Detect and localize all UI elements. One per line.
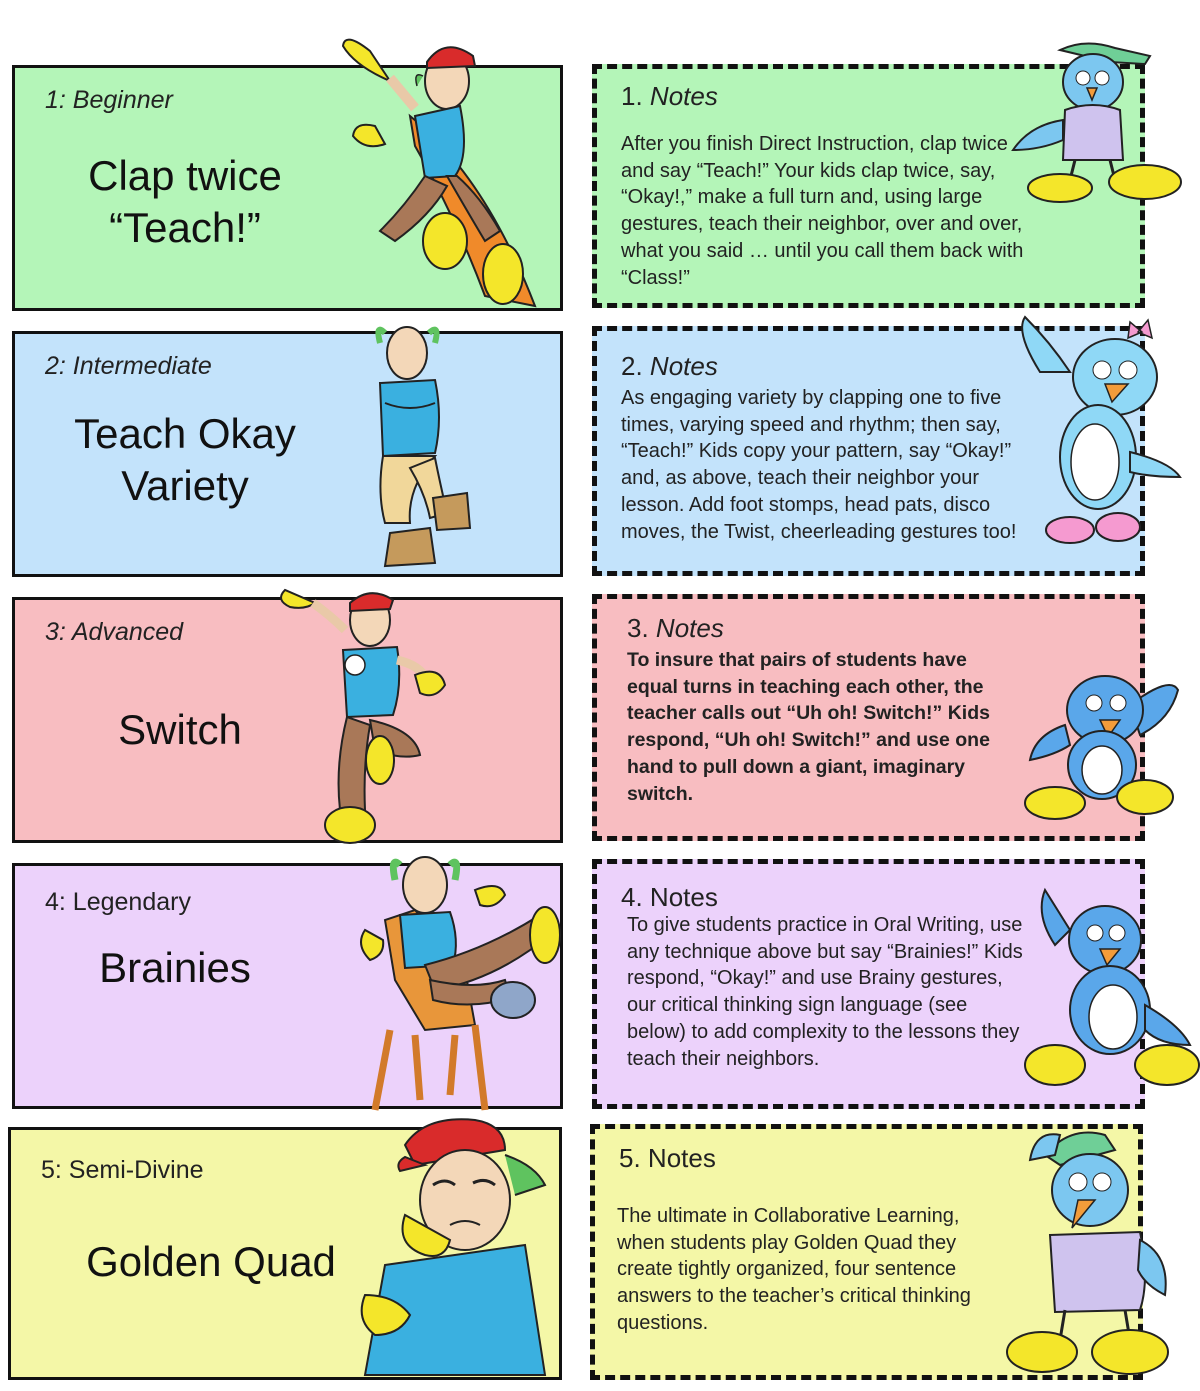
bird-pointing-icon — [1025, 885, 1200, 1095]
bird-thinking-icon — [1000, 1120, 1175, 1378]
notes-body: The ultimate in Collaborative Learning, when students play Golden Quad they create tightly organized, four sentence answers to the teacher’s critical thinking questions. — [617, 1205, 971, 1334]
notes-title: 1. Notes — [621, 81, 718, 111]
notes-title: 4. Notes — [621, 882, 718, 912]
level-label: 1: Beginner — [45, 86, 173, 114]
level-card-intermediate — [12, 331, 563, 577]
professor-arms-crossed-icon — [355, 318, 475, 573]
professor-dancing-icon — [275, 585, 460, 850]
technique-name: Clap twice “Teach!” — [88, 152, 282, 251]
technique-name: Golden Quad — [86, 1238, 336, 1285]
professor-pointing-icon — [335, 26, 545, 311]
notes-body: After you finish Direct Instruction, clap twice and say “Teach!” Your kids clap twice, say, “Okay!,” make a full turn and, using large gestures, teach their neighbor, over and over, what you said … until you call them back with “Class!” — [621, 133, 1024, 289]
technique-name: Switch — [118, 706, 242, 753]
notes-title: 3. Notes — [627, 613, 724, 643]
notes-body: To give students practice in Oral Writing, use any technique above but say “Brainies!” Kids respond, “Okay!” and use Brainy gestures, our critical thinking sign language (see below) to add complexity to the lessons they teach their neighbors. — [627, 914, 1023, 1070]
professor-thinking-icon — [355, 1095, 555, 1380]
technique-name: Teach Okay Variety — [74, 410, 296, 509]
level-label: 2: Intermediate — [45, 352, 212, 380]
level-label: 4: Legendary — [45, 888, 191, 916]
bird-with-cap-icon — [1005, 40, 1185, 205]
professor-in-chair-icon — [355, 850, 565, 1115]
level-label: 5: Semi-Divine — [41, 1156, 204, 1184]
notes-body: As engaging variety by clapping one to five times, varying speed and rhythm; then say, “Teach!” Kids copy your pattern, say “Okay!” and, as above, teach their neighbor your lesson. Add foot stomps, head pats, disco moves, the Twist, cheerleading gestures too! — [621, 387, 1017, 543]
level-label: 3: Advanced — [45, 618, 184, 646]
bird-waving-icon — [1020, 665, 1185, 830]
technique-name: Brainies — [99, 944, 251, 991]
bird-with-bow-icon — [1010, 312, 1185, 547]
notes-title: 2. Notes — [621, 351, 718, 381]
notes-body: To insure that pairs of students have equal turns in teaching each other, the teacher calls out “Uh oh! Switch!” Kids respond, “Uh oh! Switch!” and use one hand to pull down a giant, imaginary switch. — [627, 649, 990, 805]
notes-title: 5. Notes — [619, 1143, 716, 1173]
